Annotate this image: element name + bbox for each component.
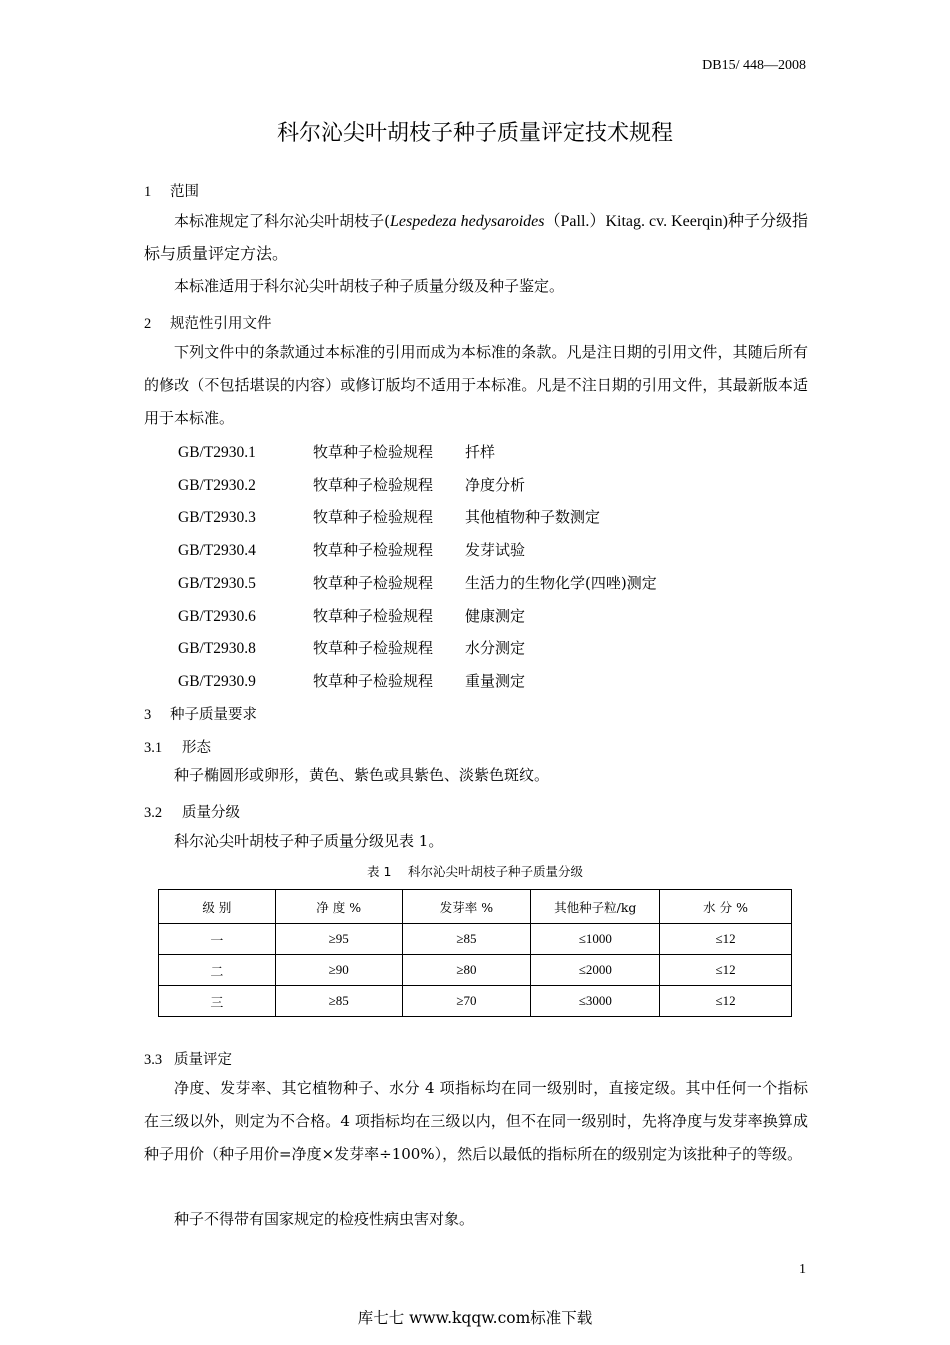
section-number: 2 <box>144 316 152 332</box>
header-moisture: 水 分 % <box>660 890 792 924</box>
subsection-3-1-heading <box>144 736 211 757</box>
text-run: 本标准规定了科尔沁尖叶胡枝子( <box>174 212 390 230</box>
reference-code: GB/T2930.9 <box>178 672 256 690</box>
table-header-row <box>159 890 792 924</box>
table-cell: 一 <box>159 924 276 955</box>
reference-code: GB/T2930.3 <box>178 509 256 527</box>
reference-part: 其他植物种子数测定 <box>465 508 601 527</box>
reference-item <box>178 474 525 495</box>
reference-title: 牧草种子检验规程 <box>313 639 434 658</box>
table-cell: ≥70 <box>402 986 531 1017</box>
latin-name: Lespedeza hedysaroides <box>390 213 545 230</box>
table-row <box>159 924 792 955</box>
table-cell: 二 <box>159 955 276 986</box>
section-title: 规范性引用文件 <box>170 316 272 332</box>
subsection-title: 形态 <box>182 740 211 756</box>
subsection-number: 3.1 <box>144 740 163 756</box>
reference-part: 净度分析 <box>465 475 526 494</box>
reference-part: 发芽试验 <box>465 541 526 560</box>
scope-paragraph-2: 本标准适用于科尔沁尖叶胡枝子种子质量分级及种子鉴定。 <box>174 277 565 295</box>
reference-code: GB/T2930.1 <box>178 444 256 461</box>
grading-table <box>158 889 792 1017</box>
page-number: 1 <box>799 1262 806 1277</box>
reference-code: GB/T2930.2 <box>178 476 256 494</box>
reference-item <box>178 572 657 593</box>
reference-code: GB/T2930.5 <box>178 574 256 592</box>
header-grade: 级 别 <box>159 890 276 924</box>
table-cell: ≤2000 <box>531 955 660 986</box>
evaluation-paragraph: 净度、发芽率、其它植物种子、水分 4 项指标均在同一级别时，直接定级。其中任何一个指标在三级以外，则定为不合格。4 项指标均在三级以内，但不在同一级别时，先将净度与发芽率换算成种子用价（种子用价=净度×发芽率÷100%），然后以最低的指标所在的级别定为该批种子的等级。 <box>144 1079 808 1163</box>
footer-watermark: 库七七 www.kqqw.com标准下载 <box>357 1309 593 1327</box>
table-cell: ≤12 <box>660 986 792 1017</box>
subsection-number: 3.3 <box>144 1052 163 1068</box>
reference-title: 牧草种子检验规程 <box>313 475 434 494</box>
reference-item <box>178 539 525 560</box>
reference-title: 牧草种子检验规程 <box>313 573 434 592</box>
section-title: 种子质量要求 <box>170 707 257 723</box>
table-cell: ≥85 <box>402 924 531 955</box>
table-cell: ≥85 <box>275 986 402 1017</box>
references-paragraph: 下列文件中的条款通过本标准的引用而成为本标准的条款。凡是注日期的引用文件，其随后所有的修改（不包括堪误的内容）或修订版均不适用于本标准。凡是不注日期的引用文件，其最新版本适用于本标准。 <box>144 343 808 427</box>
reference-title: 牧草种子检验规程 <box>313 443 434 461</box>
table-cell: 三 <box>159 986 276 1017</box>
section-title: 范围 <box>170 184 199 200</box>
reference-code: GB/T2930.6 <box>178 607 256 625</box>
section-2-heading <box>144 312 272 333</box>
reference-item <box>178 670 525 691</box>
morphology-text: 种子椭圆形或卵形，黄色、紫色或具紫色、淡紫色斑纹。 <box>174 766 550 784</box>
quarantine-paragraph: 种子不得带有国家规定的检疫性病虫害对象。 <box>174 1210 475 1228</box>
table-row <box>159 955 792 986</box>
text-run: （Pall.）Kitag. cv. Keerqin)种子分级指标与质量评定方法。 <box>144 213 808 263</box>
reference-item <box>178 637 525 658</box>
header-purity: 净 度 % <box>275 890 402 924</box>
reference-title: 牧草种子检验规程 <box>313 508 434 527</box>
header-other-seeds: 其他种子粒/kg <box>531 890 660 924</box>
subsection-title: 质量评定 <box>174 1052 232 1068</box>
reference-title: 牧草种子检验规程 <box>313 671 434 690</box>
section-3-heading <box>144 703 257 724</box>
grading-text: 科尔沁尖叶胡枝子种子质量分级见表 1。 <box>174 832 444 850</box>
section-number: 1 <box>144 184 152 200</box>
standard-number: DB15/ 448—2008 <box>702 58 806 73</box>
reference-item <box>178 605 525 626</box>
table-row <box>159 986 792 1017</box>
reference-code: GB/T2930.8 <box>178 640 256 658</box>
table-cell: ≥80 <box>402 955 531 986</box>
reference-item <box>178 506 600 527</box>
scope-paragraph-1 <box>144 205 808 271</box>
subsection-3-2-heading <box>144 801 240 822</box>
table-cell: ≥95 <box>275 924 402 955</box>
reference-part: 健康测定 <box>465 606 526 625</box>
table-cell: ≥90 <box>275 955 402 986</box>
reference-title: 牧草种子检验规程 <box>313 541 434 560</box>
subsection-3-3-heading <box>144 1048 232 1069</box>
table-cell: ≤3000 <box>531 986 660 1017</box>
section-number: 3 <box>144 707 152 723</box>
header-germination: 发芽率 % <box>402 890 531 924</box>
table-cell: ≤1000 <box>531 924 660 955</box>
table-cell: ≤12 <box>660 955 792 986</box>
reference-code: GB/T2930.4 <box>178 542 256 560</box>
reference-part: 扦样 <box>465 443 496 461</box>
subsection-title: 质量分级 <box>182 805 240 821</box>
reference-title: 牧草种子检验规程 <box>313 606 434 625</box>
reference-item <box>178 441 495 462</box>
reference-part: 水分测定 <box>465 639 526 658</box>
document-title: 科尔沁尖叶胡枝子种子质量评定技术规程 <box>276 121 673 146</box>
reference-part: 生活力的生物化学(四唑)测定 <box>465 573 657 592</box>
table-caption: 表 1 科尔沁尖叶胡枝子种子质量分级 <box>367 864 583 879</box>
subsection-number: 3.2 <box>144 805 163 821</box>
section-1-heading <box>144 180 199 201</box>
table-cell: ≤12 <box>660 924 792 955</box>
reference-part: 重量测定 <box>465 671 526 690</box>
